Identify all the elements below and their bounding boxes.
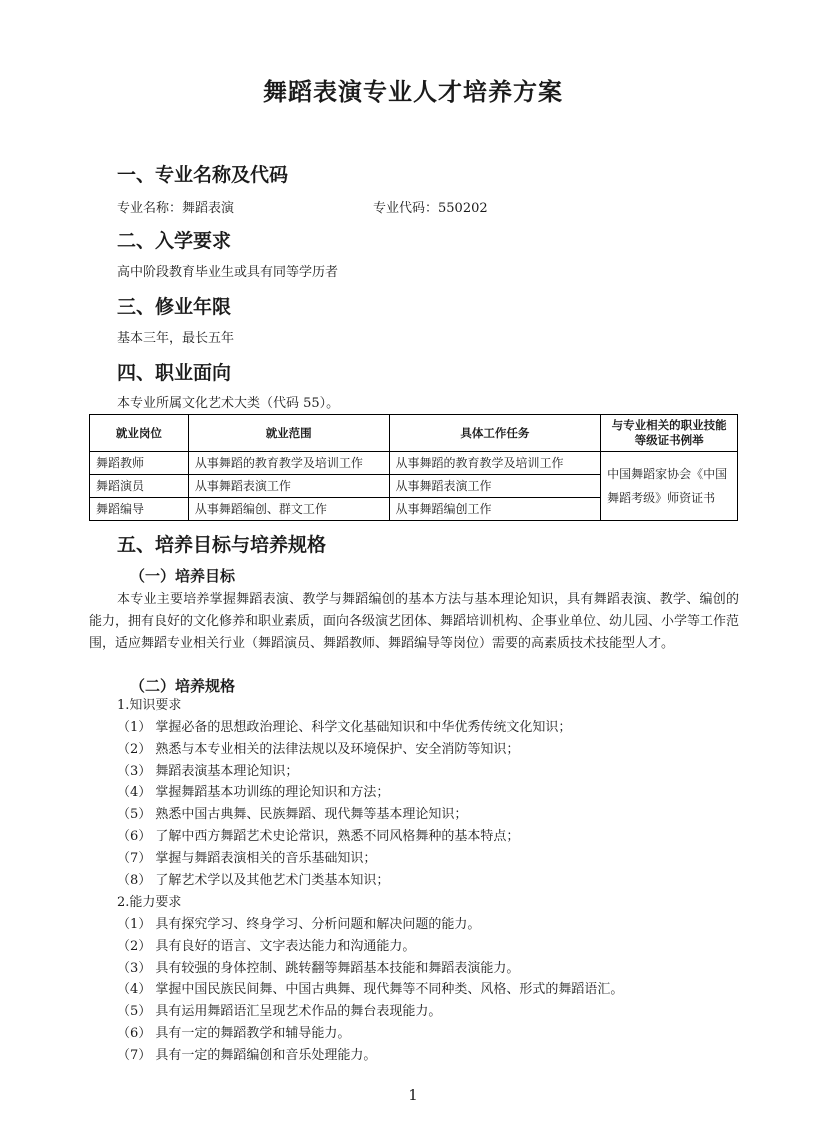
duration-text: 基本三年，最长五年 xyxy=(117,331,235,346)
knowledge-list xyxy=(117,717,571,891)
career-intro: 本专业所属文化艺术大类（代码 55）。 xyxy=(117,396,340,411)
table-cell: 从事舞蹈表演工作 xyxy=(389,475,601,498)
section-heading-admission: 二、入学要求 xyxy=(117,230,232,252)
list-item: （3） 具有较强的身体控制、跳转翻等舞蹈基本技能和舞蹈表演能力。 xyxy=(117,960,520,976)
section-heading-goals: 五、培养目标与培养规格 xyxy=(117,534,327,556)
list-item: （6） 具有一定的舞蹈教学和辅导能力。 xyxy=(117,1025,351,1041)
table-cell: 从事舞蹈表演工作 xyxy=(188,475,389,498)
table-header-cell: 与专业相关的职业技能等级证书例举 xyxy=(601,415,738,452)
document-title: 舞蹈表演专业人才培养方案 xyxy=(263,78,563,106)
list-item: （5） 具有运用舞蹈语汇呈现艺术作品的舞台表现能力。 xyxy=(117,1004,442,1020)
certificate-cell: 中国舞蹈家协会《中国舞蹈考级》师资证书 xyxy=(601,452,738,521)
admission-text: 高中阶段教育毕业生或具有同等学历者 xyxy=(117,265,339,280)
list-item: （5） 熟悉中国古典舞、民族舞蹈、现代舞等基本理论知识； xyxy=(117,807,468,823)
table-cell: 从事舞蹈的教育教学及培训工作 xyxy=(389,452,601,475)
list-item: （1） 具有探究学习、终身学习、分析问题和解决问题的能力。 xyxy=(117,917,481,932)
list-item: （4） 掌握舞蹈基本功训练的理论知识和方法； xyxy=(117,785,390,801)
list-item: （2） 具有良好的语言、文字表达能力和沟通能力。 xyxy=(117,938,416,954)
table-header-cell: 就业岗位 xyxy=(90,415,189,452)
knowledge-heading: 1.知识要求 xyxy=(117,698,182,713)
table-cell: 从事舞蹈编创、群文工作 xyxy=(188,498,389,521)
table-cell: 舞蹈教师 xyxy=(90,452,189,475)
table-cell: 从事舞蹈编创工作 xyxy=(389,498,601,521)
table-header-cell: 具体工作任务 xyxy=(389,415,601,452)
ability-list xyxy=(117,914,623,1067)
list-item: （4） 掌握中国民族民间舞、中国古典舞、现代舞等不同种类、风格、形式的舞蹈语汇。 xyxy=(117,982,624,998)
table-row xyxy=(90,452,738,475)
list-item: （7） 具有一定的舞蹈编创和音乐处理能力。 xyxy=(117,1047,377,1063)
section-heading-duration: 三、修业年限 xyxy=(117,296,232,318)
major-name: 专业名称：舞蹈表演 xyxy=(117,201,235,216)
table-cell: 舞蹈编导 xyxy=(90,498,189,521)
list-item: （2） 熟悉与本专业相关的法律法规以及环境保护、安全消防等知识； xyxy=(117,741,520,757)
page-number: 1 xyxy=(408,1086,418,1104)
goal-paragraph: 本专业主要培养掌握舞蹈表演、教学与舞蹈编创的基本方法与基本理论知识，具有舞蹈表演、教学、编创的能力，拥有良好的文化修养和职业素质，面向各级演艺团体、舞蹈培训机构、企事业单位、幼儿园、小学等工作范围，适应舞蹈专业相关行业（舞蹈演员、舞蹈教师、舞蹈编导等岗位）需要的高素质技术技能型人才。 xyxy=(89,592,740,651)
subheading-goal: （一）培养目标 xyxy=(130,567,236,585)
list-item: （3） 舞蹈表演基本理论知识； xyxy=(117,763,299,779)
career-table xyxy=(89,414,738,521)
subheading-specifications: （二）培养规格 xyxy=(130,677,236,695)
table-header-row xyxy=(90,415,738,452)
table-cell: 舞蹈演员 xyxy=(90,475,189,498)
list-item: （7） 掌握与舞蹈表演相关的音乐基础知识； xyxy=(117,850,377,866)
list-item: （6） 了解中西方舞蹈艺术史论常识，熟悉不同风格舞种的基本特点； xyxy=(117,828,520,844)
list-item: （8） 了解艺术学以及其他艺术门类基本知识； xyxy=(117,872,390,888)
table-cell: 从事舞蹈的教育教学及培训工作 xyxy=(188,452,389,475)
section-heading-career: 四、职业面向 xyxy=(117,362,232,384)
section-heading-major-name: 一、专业名称及代码 xyxy=(117,164,289,186)
table-header-cell: 就业范围 xyxy=(188,415,389,452)
list-item: （1） 掌握必备的思想政治理论、科学文化基础知识和中华优秀传统文化知识； xyxy=(117,720,572,735)
major-code: 专业代码：550202 xyxy=(373,201,488,216)
ability-heading: 2.能力要求 xyxy=(117,895,182,910)
